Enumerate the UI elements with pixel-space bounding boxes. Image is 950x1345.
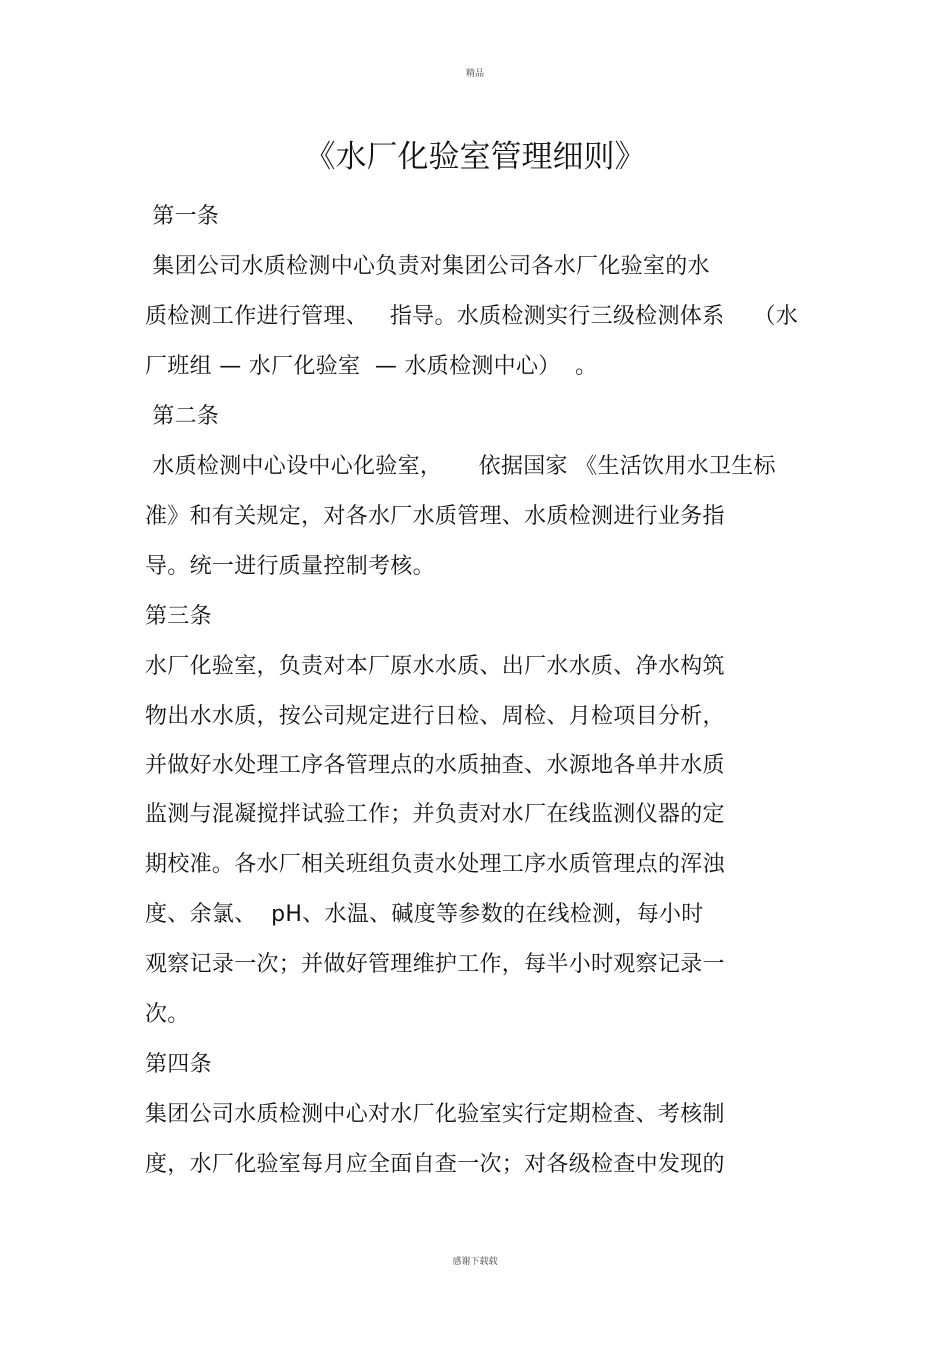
clause-3-heading: 第三条	[145, 604, 212, 629]
body-line: 并做好水处理工序各管理点的水质抽查、水源地各单井水质	[145, 753, 725, 778]
body-line: 集团公司水质检测中心对水厂化验室实行定期检查、考核制	[145, 1102, 725, 1127]
body-line: 准》和有关规定，对各水厂水质管理、水质检测进行业务指	[145, 504, 725, 529]
body-line: 次。	[145, 1002, 190, 1027]
body-line: 厂班组 — 水厂化验室 — 水质检测中心） 。	[145, 354, 598, 379]
body-line: 物出水水质，按公司规定进行日检、周检、月检项目分析，	[145, 704, 725, 729]
header-mark: 精品	[465, 69, 484, 79]
body-line: 期校准。各水厂相关班组负责水处理工序水质管理点的浑浊	[145, 852, 725, 877]
document-title: 《水厂化验室管理细则》	[304, 139, 646, 175]
body-line: 导。统一进行质量控制考核。	[145, 554, 435, 579]
clause-1-heading: 第一条	[145, 204, 220, 229]
body-line: 度，水厂化验室每月应全面自查一次；对各级检查中发现的	[145, 1152, 725, 1177]
body-line: 观察记录一次；并做好管理维护工作，每半小时观察记录一	[145, 952, 725, 977]
body-line: 水厂化验室，负责对本厂原水水质、出厂水水质、净水构筑	[145, 654, 725, 679]
clause-2-heading: 第二条	[145, 404, 220, 429]
body-line: 监测与混凝搅拌试验工作；并负责对水厂在线监测仪器的定	[145, 802, 725, 827]
body-line: 质检测工作进行管理、 指导。水质检测实行三级检测体系 （水	[145, 304, 799, 329]
body-line: 度、余氯、 pH、水温、碱度等参数的在线检测，每小时	[145, 902, 704, 927]
footer-mark: 感谢下载载	[452, 1257, 498, 1267]
clause-4-heading: 第四条	[145, 1052, 212, 1077]
body-line: 水质检测中心设中心化验室， 依据国家 《生活饮用水卫生标	[145, 454, 776, 479]
body-line: 集团公司水质检测中心负责对集团公司各水厂化验室的水	[145, 254, 710, 279]
